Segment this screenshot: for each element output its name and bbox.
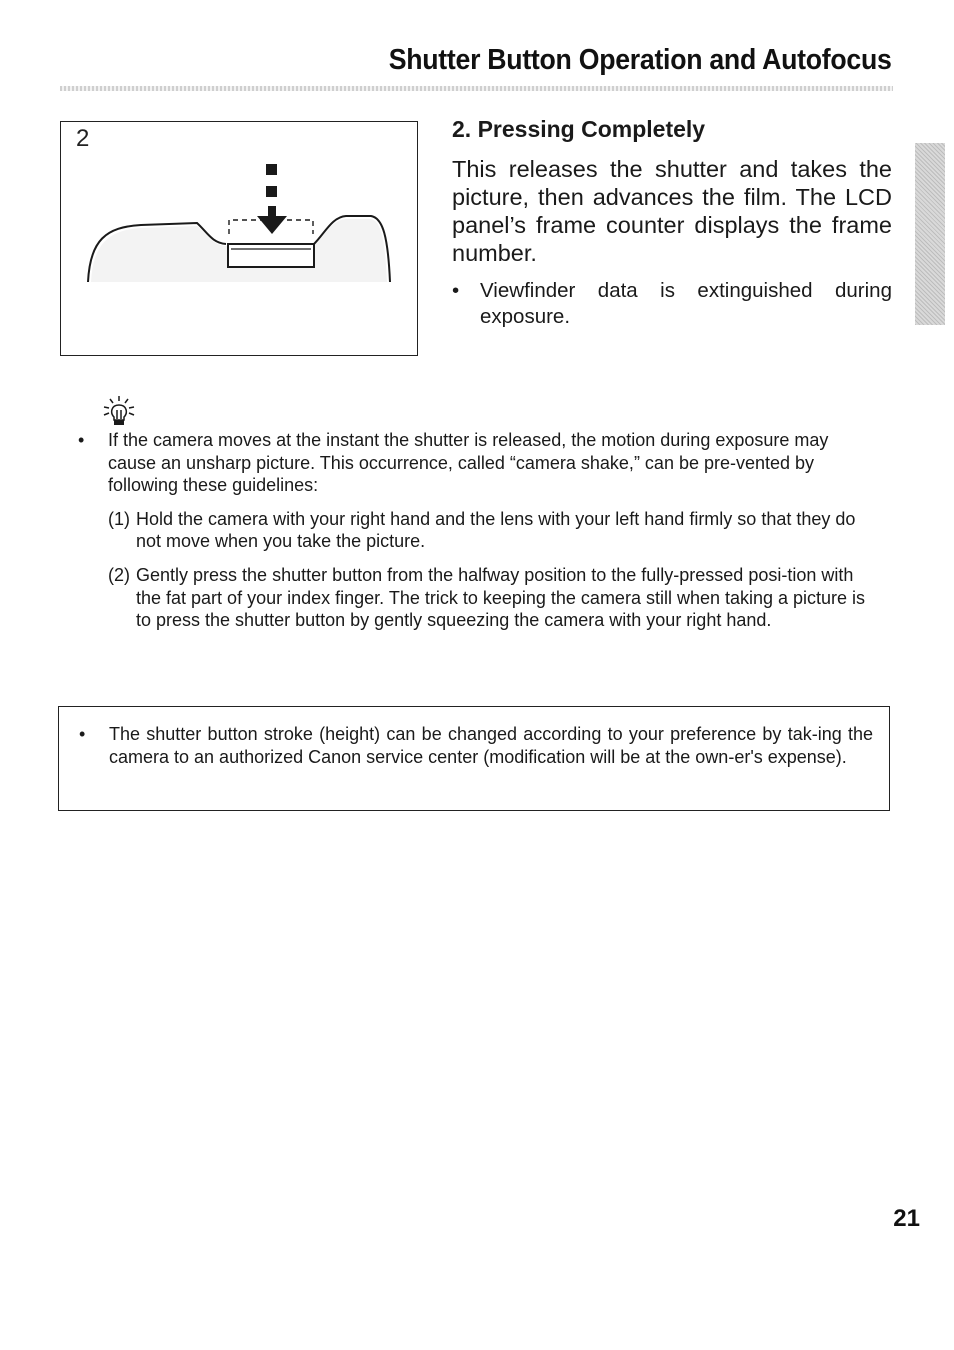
note-box (58, 706, 890, 811)
bullet-marker: • (78, 430, 85, 450)
press-down-arrow-icon (257, 216, 287, 234)
shutter-button (228, 244, 314, 267)
illustration-frame (60, 121, 418, 356)
press-motion-mark-lower (266, 186, 277, 197)
guideline-item (108, 508, 872, 553)
lightbulb-icon (100, 395, 140, 429)
note-text: The shutter button stroke (height) can be changed according to your preference by tak-ing the camera to an authorized Canon service center (modification will be at the own-er's expense). (109, 724, 873, 767)
step-body-text: This releases the shutter and takes the picture, then advances the film. The LCD panel’s frame counter displays the frame number. (452, 156, 892, 266)
tip-section (78, 429, 872, 643)
header-rule (60, 86, 893, 91)
guideline-text: Gently press the shutter button from the halfway position to the fully-pressed posi-tion with the fat part of your index finger. The trick to keeping the camera still when taking a picture is to press the shutter button by gently squeezing the camera with your right hand. (136, 564, 866, 631)
step-bullet-item (452, 278, 892, 330)
shutter-press-illustration (61, 122, 417, 355)
tip-intro-text: If the camera moves at the instant the shutter is released, the motion during exposure may cause an unsharp picture. This occurrence, called “camera shake,” can be pre-vented by following these guidelines: (108, 430, 829, 496)
section-side-tab (915, 143, 945, 325)
note-item (79, 723, 873, 768)
guideline-number: (2) (108, 564, 130, 585)
guideline-item (108, 564, 872, 632)
step-heading: 2. Pressing Completely (452, 116, 706, 142)
page-number: 21 (893, 1205, 920, 1232)
guideline-number: (1) (108, 508, 130, 529)
figure-number: 2 (76, 125, 90, 152)
press-motion-mark-upper (266, 164, 277, 175)
bullet-marker: • (79, 724, 86, 744)
page-header-title: Shutter Button Operation and Autofocus (389, 44, 892, 76)
bullet-marker: • (452, 279, 460, 302)
guideline-list (78, 508, 872, 632)
tip-intro-item (78, 429, 872, 497)
guideline-text: Hold the camera with your right hand and the lens with your left hand firmly so that they do not move when you take the picture. (136, 508, 856, 552)
step-bullet-text: Viewfinder data is extinguished during exposure. (480, 279, 892, 328)
